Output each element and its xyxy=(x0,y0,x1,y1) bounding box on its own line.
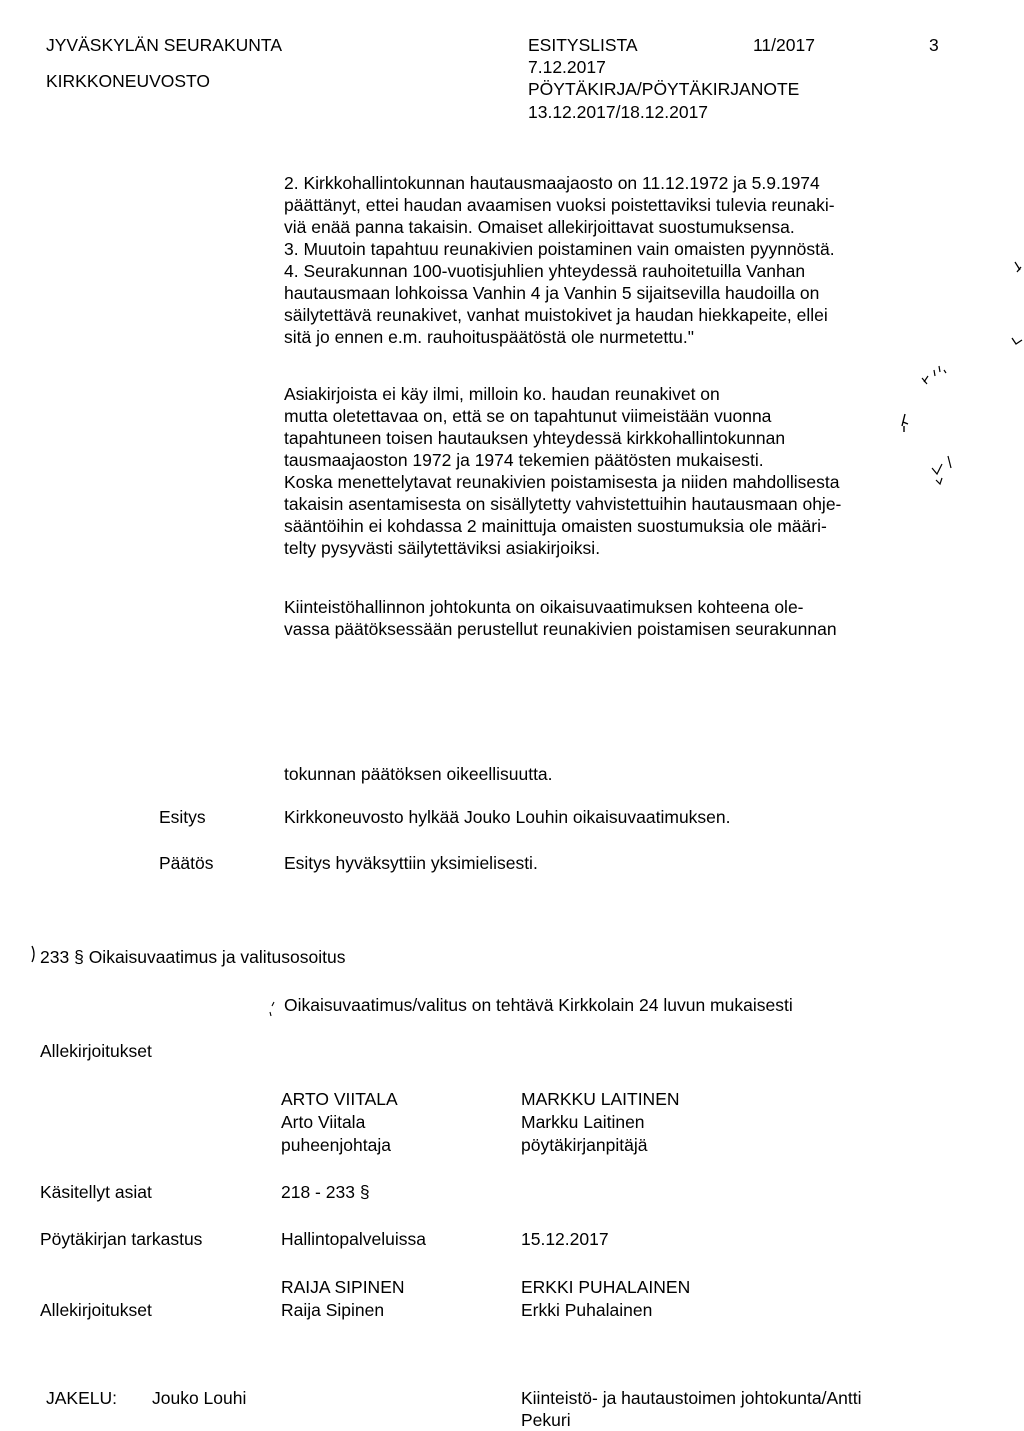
minutes-label: PÖYTÄKIRJA/PÖYTÄKIRJANOTE xyxy=(528,79,800,99)
signatures2-label: Allekirjoitukset xyxy=(40,1300,152,1320)
quote-line: viä enää panna takaisin. Omaiset allekirjoittavat suostumuksensa. xyxy=(284,217,795,237)
continuation-text: tokunnan päätöksen oikeellisuutta. xyxy=(284,764,553,784)
meeting-number: 11/2017 xyxy=(753,35,815,55)
section-symbol: § xyxy=(74,947,84,967)
paatos-text: Esitys hyväksyttiin yksimielisesti. xyxy=(284,853,538,873)
secretary-name-caps: MARKKU LAITINEN xyxy=(521,1089,680,1109)
quote-line: säilytettävä reunakivet, vanhat muistokivet ja haudan hiekkapeite, ellei xyxy=(284,305,828,325)
margin-mark xyxy=(930,454,954,490)
chair-role: puheenjohtaja xyxy=(281,1135,391,1155)
kasitellyt-value xyxy=(281,1181,370,1203)
document-type: ESITYSLISTA xyxy=(528,35,638,55)
margin-mark xyxy=(264,998,278,1018)
kiinteisto-line: Kiinteistöhallinnon johtokunta on oikaisuvaatimuksen kohteena ole- xyxy=(284,597,804,617)
quote-line: päättänyt, ettei haudan avaamisen vuoksi poistettaviksi tulevia reunaki- xyxy=(284,195,835,215)
paatos-label: Päätös xyxy=(159,853,214,873)
inspector1-name-caps: RAIJA SIPINEN xyxy=(281,1277,405,1297)
body-name: KIRKKONEUVOSTO xyxy=(46,71,211,91)
jakelu-recipient-2-cont: Pekuri xyxy=(521,1410,571,1430)
secretary-name: Markku Laitinen xyxy=(521,1112,645,1132)
organization-name: JYVÄSKYLÄN SEURAKUNTA xyxy=(46,35,282,55)
section-number: 233 xyxy=(40,947,70,967)
chair-name: Arto Viitala xyxy=(281,1112,366,1132)
esitys-text: Kirkkoneuvosto hylkää Jouko Louhin oikaisuvaatimuksen. xyxy=(284,807,731,827)
jakelu-label: JAKELU: xyxy=(46,1388,117,1408)
section-heading xyxy=(40,946,345,968)
kiinteisto-paragraph xyxy=(284,596,944,640)
body-line: telty pysyvästi säilytettäviksi asiakirjoiksi. xyxy=(284,538,601,558)
inspector1-name: Raija Sipinen xyxy=(281,1300,385,1320)
margin-mark xyxy=(30,944,38,964)
tarkastus-label: Pöytäkirjan tarkastus xyxy=(40,1229,203,1249)
body-line: Koska menettelytavat reunakivien poistamisesta ja niiden mahdollisesta xyxy=(284,472,840,492)
quote-line: sitä jo ennen e.m. rauhoituspäätöstä ole nurmetettu." xyxy=(284,327,694,347)
jakelu-recipient-1: Jouko Louhi xyxy=(152,1388,247,1408)
quoted-decision xyxy=(284,172,944,348)
quote-line: 2. Kirkkohallintokunnan hautausmaajaosto on 11.12.1972 ja 5.9.1974 xyxy=(284,173,820,193)
quote-line: 3. Muutoin tapahtuu reunakivien poistaminen vain omaisten pyynnöstä. xyxy=(284,239,835,259)
margin-mark xyxy=(898,412,912,434)
minutes-dates: 13.12.2017/18.12.2017 xyxy=(528,102,709,122)
body-paragraph xyxy=(284,383,944,559)
kiinteisto-line: vassa päätöksessään perustellut reunakivien poistamisen seurakunnan xyxy=(284,619,837,639)
kasitellyt-range: 218 - 233 xyxy=(281,1182,355,1202)
kasitellyt-label: Käsitellyt asiat xyxy=(40,1182,152,1202)
tarkastus-date: 15.12.2017 xyxy=(521,1229,609,1249)
jakelu-recipient-2: Kiinteistö- ja hautaustoimen johtokunta/Antti xyxy=(521,1388,862,1408)
body-line: takaisin asentamisesta on sisällytetty vahvistettuihin hautausmaan ohje- xyxy=(284,494,842,514)
quote-line: hautausmaan lohkoissa Vanhin 4 ja Vanhin 5 sijaitsevilla haudoilla on xyxy=(284,283,820,303)
body-line: tapahtuneen toisen hautauksen yhteydessä kirkkohallintokunnan xyxy=(284,428,786,448)
body-line: sääntöihin ei kohdassa 2 mainittuja omaisten suostumuksia ole määri- xyxy=(284,516,827,536)
body-line: Asiakirjoista ei käy ilmi, milloin ko. haudan reunakivet on xyxy=(284,384,720,404)
inspector2-name-caps: ERKKI PUHALAINEN xyxy=(521,1277,691,1297)
margin-mark xyxy=(1010,334,1024,348)
chair-name-caps: ARTO VIITALA xyxy=(281,1089,398,1109)
margin-mark xyxy=(1012,258,1024,278)
kasitellyt-symbol: § xyxy=(359,1182,370,1202)
body-line: mutta oletettavaa on, että se on tapahtunut viimeistään vuonna xyxy=(284,406,772,426)
document-date: 7.12.2017 xyxy=(528,57,606,77)
tarkastus-place: Hallintopalveluissa xyxy=(281,1229,426,1249)
page-number: 3 xyxy=(929,35,939,55)
secretary-role: pöytäkirjanpitäjä xyxy=(521,1135,648,1155)
esitys-label: Esitys xyxy=(159,807,206,827)
section-title: Oikaisuvaatimus ja valitusosoitus xyxy=(88,947,346,967)
margin-mark xyxy=(918,362,948,388)
appeal-text: Oikaisuvaatimus/valitus on tehtävä Kirkkolain 24 luvun mukaisesti xyxy=(284,995,793,1015)
signatures-label: Allekirjoitukset xyxy=(40,1041,152,1061)
quote-line: 4. Seurakunnan 100-vuotisjuhlien yhteydessä rauhoitetuilla Vanhan xyxy=(284,261,806,281)
body-line: tausmaajaoston 1972 ja 1974 tekemien päätösten mukaisesti. xyxy=(284,450,764,470)
inspector2-name: Erkki Puhalainen xyxy=(521,1300,653,1320)
